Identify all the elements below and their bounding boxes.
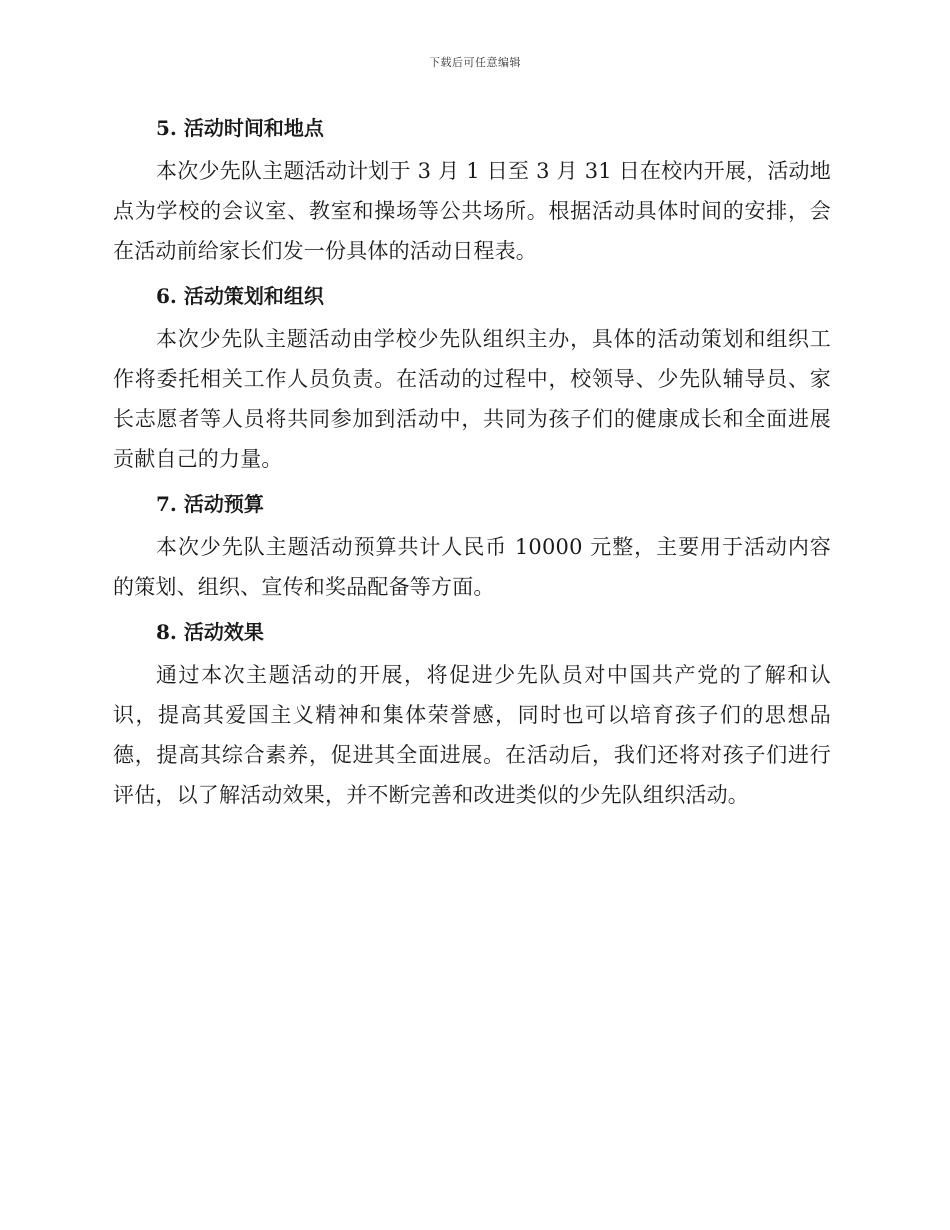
section-heading-6: 6. 活动策划和组织 [156, 284, 324, 308]
section-body-5: 本次少先队主题活动计划于 3 月 1 日至 3 月 31 日在校内开展，活动地点为学校的会议室、教室和操场等公共场所。根据活动具体时间的安排，会在活动前给家长们发一份具体的活动日程表。 [113, 159, 831, 263]
document-body [113, 112, 831, 815]
section-heading-7: 7. 活动预算 [156, 492, 264, 516]
section-body-8: 通过本次主题活动的开展，将促进少先队员对中国共产党的了解和认识，提高其爱国主义精神和集体荣誉感，同时也可以培育孩子们的思想品德，提高其综合素养，促进其全面进展。在活动后，我们还将对孩子们进行评估，以了解活动效果，并不断完善和改进类似的少先队组织活动。 [113, 663, 831, 807]
section-body-7: 本次少先队主题活动预算共计人民币 10000 元整，主要用于活动内容的策划、组织、宣传和奖品配备等方面。 [113, 535, 831, 599]
header-note: 下载后可任意编辑 [429, 56, 521, 69]
section-heading-8: 8. 活动效果 [156, 620, 264, 644]
section-body-6: 本次少先队主题活动由学校少先队组织主办，具体的活动策划和组织工作将委托相关工作人员负责。在活动的过程中，校领导、少先队辅导员、家长志愿者等人员将共同参加到活动中，共同为孩子们的健康成长和全面进展贡献自己的力量。 [113, 327, 831, 471]
section-heading-5: 5. 活动时间和地点 [156, 116, 324, 140]
